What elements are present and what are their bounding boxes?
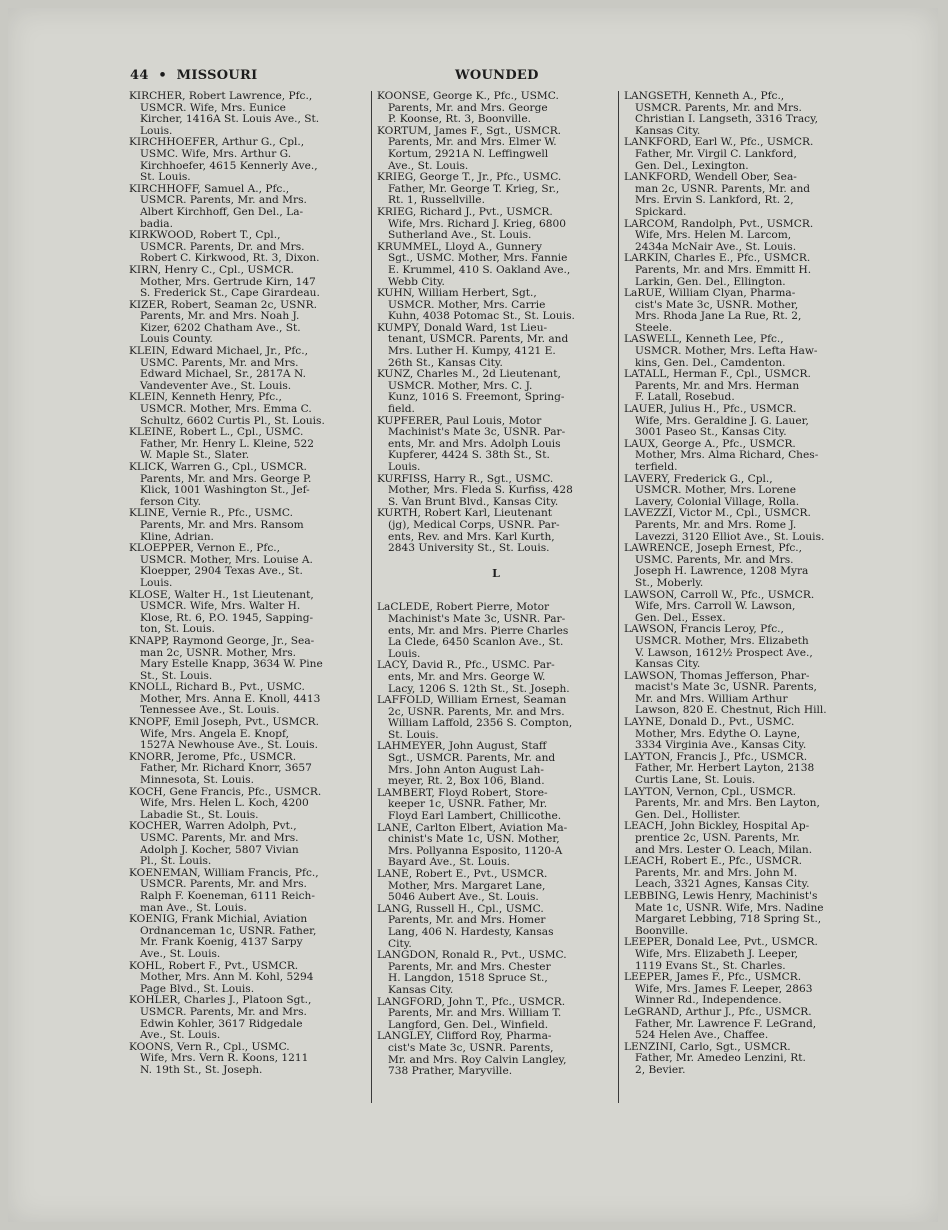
casualty-entry: LAWSON, Thomas Jefferson, Phar- macist's Mate 3c, USNR. Parents, Mr. and Mrs. William Arthur Lawson, 820 E. Chestnut, Rich Hill. (624, 669, 827, 717)
state-name: MISSOURI (176, 68, 258, 83)
page-number: 44 (130, 68, 149, 83)
casualty-entry: LANKFORD, Wendell Ober, Sea- man 2c, USNR. Parents, Mr. and Mrs. Ervin S. Lankford, Rt. 2, Spickard. (624, 171, 811, 218)
casualty-entry: LANGFORD, John T., Pfc., USMCR. Parents, Mr. and Mrs. William T. Langford, Gen. Del., Winfield. (377, 995, 566, 1031)
casualty-entry: LAFFOLD, William Ernest, Seaman 2c, USNR. Parents, Mr. and Mrs. William Laffold, 2356 S. Compton, St. Louis. (377, 694, 573, 741)
casualty-entry: LAYNE, Donald D., Pvt., USMC. Mother, Mrs. Edythe O. Layne, 3334 Virginia Ave., Kansas City. (624, 716, 807, 752)
casualty-entry: KRIEG, Richard J., Pvt., USMCR. Wife, Mrs. Richard J. Krieg, 6800 Sutherland Ave., St. Louis. (377, 205, 567, 242)
casualty-entry: LACY, David R., Pfc., USMC. Par- ents, Mr. and Mrs. George W. Lacy, 1206 S. 12th St., St. Joseph. (377, 659, 570, 695)
section-letter: L (492, 566, 500, 580)
casualty-entry: KLEINE, Robert L., Cpl., USMC. Father, Mr. Henry L. Kleine, 522 W. Maple St., Slater. (129, 426, 314, 462)
casualty-entry: LAWSON, Carroll W., Pfc., USMCR. Wife, Mrs. Carroll W. Lawson, Gen. Del., Essex. (624, 588, 815, 624)
casualty-entry: LAYTON, Francis J., Pfc., USMCR. Father, Mr. Herbert Layton, 2138 Curtis Lane, St. Louis. (624, 750, 815, 787)
column-3 (624, 91, 862, 1076)
casualty-entry: KORTUM, James F., Sgt., USMCR. Parents, Mr. and Mrs. Elmer W. Kortum, 2921A N. Leffingwell Ave., St. Louis. (377, 124, 562, 172)
casualty-entry: KIRCHHOEFER, Arthur G., Cpl., USMC. Wife, Mrs. Arthur G. Kirchhoefer, 4615 Kennerly Ave., St. Louis. (129, 136, 318, 184)
casualty-entry: KOCHER, Warren Adolph, Pvt., USMC. Parents, Mr. and Mrs. Adolph J. Kocher, 5807 Vivian Pl., St. Louis. (129, 820, 299, 868)
casualty-entry: KOCH, Gene Francis, Pfc., USMCR. Wife, Mrs. Helen L. Koch, 4200 Labadie St., St. Louis. (129, 785, 322, 821)
column-1 (129, 91, 367, 1076)
casualty-entry: KNORR, Jerome, Pfc., USMCR. Father, Mr. Richard Knorr, 3657 Minnesota, St. Louis. (129, 750, 312, 787)
casualty-entry: KLICK, Warren G., Cpl., USMCR. Parents, Mr. and Mrs. George P. Klick, 1001 Washington St., Jef- ferson City. (129, 461, 312, 508)
casualty-entry: KUPFERER, Paul Louis, Motor Machinist's Mate 3c, USNR. Par- ents, Mr. and Mrs. Adolph Louis Kupferer, 4424 S. 38th St., St. Louis. (377, 414, 566, 473)
casualty-entry: KLINE, Vernie R., Pfc., USMC. Parents, Mr. and Mrs. Ransom Kline, Adrian. (129, 507, 304, 543)
column-divider (371, 91, 372, 1103)
casualty-entry: KLOSE, Walter H., 1st Lieutenant, USMCR. Wife, Mrs. Walter H. Klose, Rt. 6, P.O. 1945, Sapping- ton, St. Louis. (129, 588, 314, 636)
casualty-entry: LaCLEDE, Robert Pierre, Motor Machinist's Mate 3c, USNR. Par- ents, Mr. and Mrs. Pierre Charles La Clede, 6450 Scanlon Ave., St. Louis. (377, 601, 569, 660)
casualty-entry: KOENIG, Frank Michial, Aviation Ordnanceman 1c, USNR. Father, Mr. Frank Koenig, 4137 Sarpy Ave., St. Louis. (129, 913, 317, 960)
casualty-entry: KLOEPPER, Vernon E., Pfc., USMCR. Mother, Mrs. Louise A. Kloepper, 2904 Texas Ave., St. Louis. (129, 542, 313, 589)
casualty-entry: KUMPY, Donald Ward, 1st Lieu- tenant, USMCR. Parents, Mr. and Mrs. Luther H. Kumpy, 4121 E. 26th St., Kansas City. (377, 321, 569, 369)
casualty-entry: KURTH, Robert Karl, Lieutenant (jg), Medical Corps, USNR. Par- ents, Rev. and Mrs. Karl Kurth, 2843 University St., St. Louis. (377, 507, 560, 555)
casualty-entry: KURFISS, Harry R., Sgt., USMC. Mother, Mrs. Fleda S. Kurfiss, 428 S. Van Brunt Blvd., Kansas City. (377, 472, 573, 508)
casualty-entry: KOHL, Robert F., Pvt., USMCR. Mother, Mrs. Ann M. Kohl, 5294 Page Blvd., St. Louis. (129, 959, 314, 995)
casualty-entry: LEEPER, Donald Lee, Pvt., USMCR. Wife, Mrs. Elizabeth J. Leeper, 1119 Evans St., St. Charles. (624, 936, 818, 972)
casualty-entry: KLEIN, Kenneth Henry, Pfc., USMCR. Mother, Mrs. Emma C. Schultz, 6602 Curtis Pl., St. Louis. (129, 391, 325, 427)
casualty-entry: LAWSON, Francis Leroy, Pfc., USMCR. Mother, Mrs. Elizabeth V. Lawson, 1612½ Prospect Ave., Kansas City. (624, 623, 813, 671)
casualty-entry: LEACH, Robert E., Pfc., USMCR. Parents, Mr. and Mrs. John M. Leach, 3321 Agnes, Kansas City. (624, 855, 810, 891)
casualty-entry: LANGSETH, Kenneth A., Pfc., USMCR. Parents, Mr. and Mrs. Christian I. Langseth, 3316 Tracy, Kansas City. (624, 90, 819, 137)
casualty-entry: KOONSE, George K., Pfc., USMC. Parents, Mr. and Mrs. George P. Koonse, Rt. 3, Boonville. (377, 90, 559, 126)
casualty-entry: LANG, Russell H., Cpl., USMC. Parents, Mr. and Mrs. Homer Lang, 406 N. Hardesty, Kansas City. (377, 902, 554, 950)
column-2 (377, 91, 615, 1078)
casualty-entry: KRUMMEL, Lloyd A., Gunnery Sgt., USMC. Mother, Mrs. Fannie E. Krummel, 410 S. Oakland Ave., Webb City. (377, 240, 571, 288)
casualty-entry: LAVEZZI, Victor M., Cpl., USMCR. Parents, Mr. and Mrs. Rome J. Lavezzi, 3120 Elliot Ave., St. Louis. (624, 507, 825, 543)
casualty-entry: LANGLEY, Clifford Roy, Pharma- cist's Mate 3c, USNR. Parents, Mr. and Mrs. Roy Calvin Langley, 738 Prather, Maryville. (377, 1030, 567, 1078)
casualty-entry: LANGDON, Ronald R., Pvt., USMC. Parents, Mr. and Mrs. Chester H. Langdon, 1518 Spruce St., Kansas City. (377, 949, 567, 996)
casualty-entry: LEBBING, Lewis Henry, Machinist's Mate 1c, USNR. Wife, Mrs. Nadine Margaret Lebbing, 718 Spring St., Boonville. (624, 889, 824, 937)
casualty-entry: LAHMEYER, John August, Staff Sgt., USMCR. Parents, Mr. and Mrs. John Anton August Lah- meyer, Rt. 2, Box 106, Bland. (377, 740, 556, 788)
casualty-entry: LARKIN, Charles E., Pfc., USMCR. Parents, Mr. and Mrs. Emmitt H. Larkin, Gen. Del., Ellington. (624, 252, 812, 288)
casualty-entry: LANE, Carlton Elbert, Aviation Ma- chinist's Mate 1c, USN. Mother, Mrs. Pollyanna Esposito, 1120-A Bayard Ave., St. Louis. (377, 821, 568, 869)
section-title: WOUNDED (455, 68, 539, 83)
casualty-entry: LeGRAND, Arthur J., Pfc., USMCR. Father, Mr. Lawrence F. LeGrand, 524 Helen Ave., Chaffee. (624, 1005, 817, 1042)
casualty-entry: LANKFORD, Earl W., Pfc., USMCR. Father, Mr. Virgil C. Lankford, Gen. Del., Lexington. (624, 136, 814, 172)
casualty-entry: KRIEG, George T., Jr., Pfc., USMC. Father, Mr. George T. Krieg, Sr., Rt. 1, Russellville. (377, 171, 562, 207)
casualty-entry: KIZER, Robert, Seaman 2c, USNR. Parents, Mr. and Mrs. Noah J. Kizer, 6202 Chatham Ave., St. Louis County. (129, 298, 317, 346)
casualty-entry: KOHLER, Charles J., Platoon Sgt., USMCR. Parents, Mr. and Mrs. Edwin Kohler, 3617 Ridgedale Ave., St. Louis. (129, 994, 312, 1042)
casualty-entry: KUHN, William Herbert, Sgt., USMCR. Mother, Mrs. Carrie Kuhn, 4038 Potomac St., St. Louis. (377, 287, 575, 323)
casualty-entry: LEACH, John Bickley, Hospital Ap- prentice 2c, USN. Parents, Mr. and Mrs. Lester O. Leach, Milan. (624, 820, 813, 856)
casualty-entry: KLEIN, Edward Michael, Jr., Pfc., USMC. Parents, Mr. and Mrs. Edward Michael, Sr., 2817A N. Vandeventer Ave., St. Louis. (129, 345, 308, 392)
document-page (8, 8, 938, 1222)
casualty-entry: LAUER, Julius H., Pfc., USMCR. Wife, Mrs. Geraldine J. G. Lauer, 3001 Paseo St., Kansas City. (624, 403, 809, 439)
column-divider (618, 91, 619, 1103)
casualty-entry: LAVERY, Frederick G., Cpl., USMCR. Mother, Mrs. Lorene Lavery, Colonial Village, Rolla. (624, 472, 800, 508)
casualty-entry: KOENEMAN, William Francis, Pfc., USMCR. Parents, Mr. and Mrs. Ralph F. Koeneman, 6111 Reich- man Ave., St. Louis. (129, 866, 319, 914)
bullet-glyph: • (158, 68, 167, 83)
casualty-entry: LENZINI, Carlo, Sgt., USMCR. Father, Mr. Amedeo Lenzini, Rt. 2, Bevier. (624, 1040, 806, 1076)
casualty-entry: LANE, Robert E., Pvt., USMCR. Mother, Mrs. Margaret Lane, 5046 Aubert Ave., St. Louis. (377, 868, 548, 904)
casualty-entry: LAYTON, Vernon, Cpl., USMCR. Parents, Mr. and Mrs. Ben Layton, Gen. Del., Hollister. (624, 785, 820, 821)
casualty-entry: KNAPP, Raymond George, Jr., Sea- man 2c, USNR. Mother, Mrs. Mary Estelle Knapp, 3634 W. Pine St., St. Louis. (129, 634, 323, 682)
casualty-entry: LATALL, Herman F., Cpl., USMCR. Parents, Mr. and Mrs. Herman F. Latall, Rosebud. (624, 368, 811, 404)
casualty-entry: KNOPF, Emil Joseph, Pvt., USMCR. Wife, Mrs. Angela E. Knopf, 1527A Newhouse Ave., St. Louis. (129, 716, 319, 752)
casualty-entry: LAWRENCE, Joseph Ernest, Pfc., USMC. Parents, Mr. and Mrs. Joseph H. Lawrence, 1208 Myra St., Moberly. (624, 542, 809, 589)
casualty-entry: KNOLL, Richard B., Pvt., USMC. Mother, Mrs. Anna E. Knoll, 4413 Tennessee Ave., St. Louis. (129, 681, 321, 717)
casualty-entry: LaRUE, William Clyan, Pharma- cist's Mate 3c, USNR. Mother, Mrs. Rhoda Jane La Rue, Rt. 2, Steele. (624, 287, 802, 334)
casualty-entry: LARCOM, Randolph, Pvt., USMCR. Wife, Mrs. Helen M. Larcom, 2434a McNair Ave., St. Louis. (624, 217, 814, 253)
page-header (8, 68, 938, 88)
casualty-entry: LEEPER, James F., Pfc., USMCR. Wife, Mrs. James F. Leeper, 2863 Winner Rd., Independence. (624, 971, 813, 1007)
casualty-entry: LAMBERT, Floyd Robert, Store- keeper 1c, USNR. Father, Mr. Floyd Earl Lambert, Chillicothe. (377, 786, 562, 823)
casualty-entry: LASWELL, Kenneth Lee, Pfc., USMCR. Mother, Mrs. Lefta Haw- kins, Gen. Del., Camdenton. (624, 333, 818, 369)
casualty-entry: KIRCHHOFF, Samuel A., Pfc., USMCR. Parents, Mr. and Mrs. Albert Kirchhoff, Gen Del., La- badia. (129, 182, 307, 230)
casualty-entry: LAUX, George A., Pfc., USMCR. Mother, Mrs. Alma Richard, Ches- terfield. (624, 437, 819, 473)
casualty-entry: KIRCHER, Robert Lawrence, Pfc., USMCR. Wife, Mrs. Eunice Kircher, 1416A St. Louis Ave., St. Louis. (129, 90, 320, 137)
casualty-entry: KUNZ, Charles M., 2d Lieutenant, USMCR. Mother, Mrs. C. J. Kunz, 1016 S. Freemont, Spring- field. (377, 368, 565, 416)
casualty-entry: KIRKWOOD, Robert T., Cpl., USMCR. Parents, Dr. and Mrs. Robert C. Kirkwood, Rt. 3, Dixon. (129, 229, 320, 265)
casualty-entry: KIRN, Henry C., Cpl., USMCR. Mother, Mrs. Gertrude Kirn, 147 S. Frederick St., Cape Girardeau. (129, 263, 320, 300)
casualty-entry: KOONS, Vern R., Cpl., USMC. Wife, Mrs. Vern R. Koons, 1211 N. 19th St., St. Joseph. (129, 1040, 309, 1076)
